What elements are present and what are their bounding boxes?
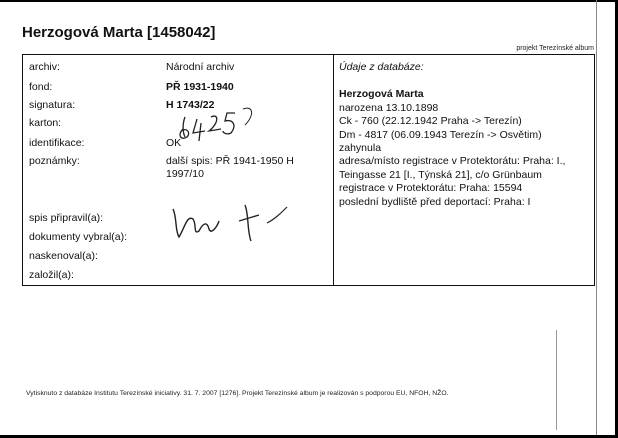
info-transport-2: Dm - 4817 (06.09.1943 Terezín -> Osvětim) (339, 128, 542, 141)
staff-labels (29, 209, 127, 285)
footer-note: Vytisknuto z databáze Institutu Terezínské iniciativy. 31. 7. 2007 [1276]. Projekt Terezínské album je realizován s podporou EU, NFOH, NŽO. (26, 390, 449, 397)
row-value: OK (166, 137, 182, 149)
info-address: adresa/místo registrace v Protektorátu: Praha: I., Teingasse 21 [I., Týnská 21], c/o Grünbaum (339, 155, 566, 181)
row-label: poznámky: (29, 155, 80, 167)
person-name: Herzogová Marta (339, 88, 424, 101)
database-info (339, 61, 594, 209)
row-label: archiv: (29, 61, 60, 73)
label-naskenoval: naskenoval(a): (29, 250, 98, 262)
info-birth: narozena 13.10.1898 (339, 101, 439, 114)
scan-line (596, 0, 597, 438)
handwritten-signature (163, 197, 293, 247)
page-title: Herzogová Marta [1458042] (22, 24, 216, 41)
row-value: další spis: PŘ 1941-1950 H 1997/10 (166, 155, 294, 180)
record-card (22, 54, 595, 286)
row-value: Národní archiv (166, 61, 235, 73)
info-transport-1: Ck - 760 (22.12.1942 Praha -> Terezín) (339, 115, 522, 128)
row-value: PŘ 1931-1940 (166, 81, 234, 93)
row-label: identifikace: (29, 137, 85, 149)
column-divider (333, 55, 334, 285)
info-last-residence: poslední bydliště před deportací: Praha: I (339, 195, 531, 208)
info-fate: zahynula (339, 142, 382, 155)
project-label: projekt Terezínské album (516, 45, 594, 52)
row-label: fond: (29, 81, 53, 93)
label-zalozil: založil(a): (29, 269, 74, 281)
scan-top-edge (0, 0, 618, 2)
label-dokumenty-vybral: dokumenty vybral(a): (29, 231, 128, 243)
label-spis-pripravil: spis připravil(a): (29, 212, 104, 224)
database-header: Údaje z databáze: (339, 61, 424, 73)
row-label: karton: (29, 117, 62, 129)
info-registration: registrace v Protektorátu: Praha: 15594 (339, 182, 523, 195)
row-label: signatura: (29, 99, 76, 111)
scan-line-lower (556, 330, 557, 430)
row-value: H 1743/22 (166, 99, 215, 111)
handwritten-karton-number (173, 103, 273, 143)
